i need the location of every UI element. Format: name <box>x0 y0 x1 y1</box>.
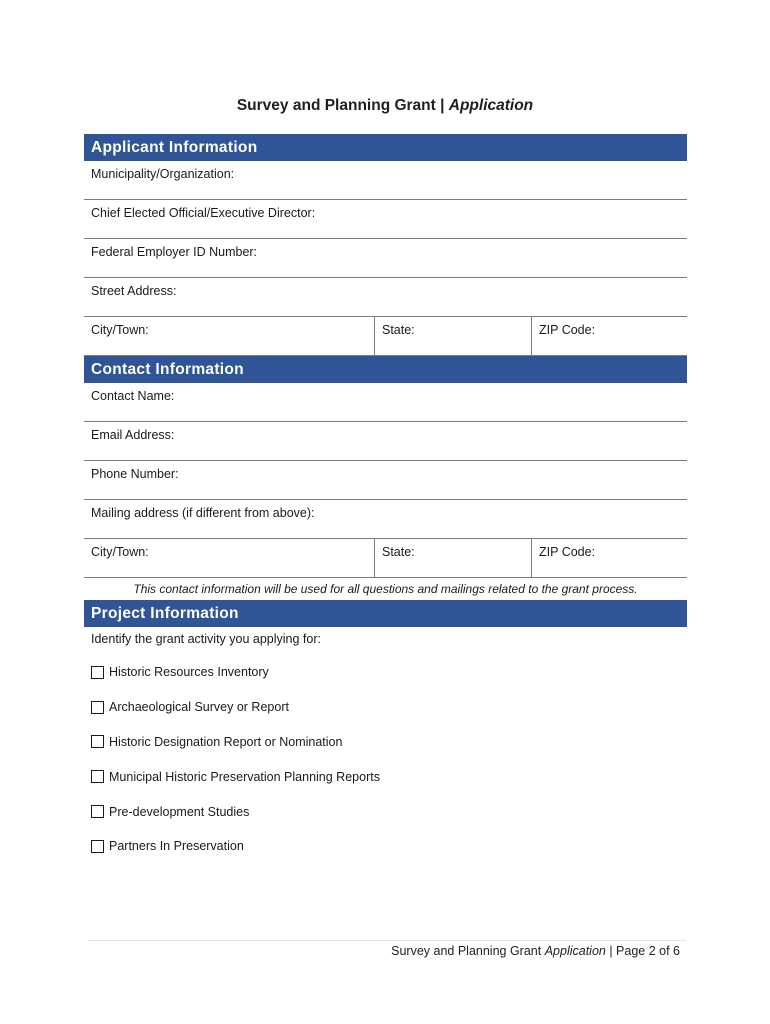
option-archaeological-survey[interactable] <box>91 690 687 725</box>
option-historic-resources-inventory[interactable] <box>91 655 687 690</box>
checkbox[interactable] <box>91 735 104 748</box>
applicant-zip-label: ZIP Code: <box>539 323 596 337</box>
applicant-section-header: Applicant Information <box>84 134 687 161</box>
project-section <box>84 600 687 864</box>
option-partners-in-preservation[interactable] <box>91 829 687 864</box>
applicant-state-label: State: <box>382 323 415 337</box>
option-label: Historic Resources Inventory <box>109 665 269 680</box>
grant-activity-checklist <box>84 655 687 864</box>
footer-title: Survey and Planning Grant <box>391 944 545 958</box>
option-label: Archaeological Survey or Report <box>109 700 289 715</box>
phone-label: Phone Number: <box>91 467 179 481</box>
email-field[interactable] <box>84 422 687 461</box>
street-address-label: Street Address: <box>91 284 177 298</box>
checkbox[interactable] <box>91 701 104 714</box>
footer-title-italic: Application <box>544 944 606 958</box>
option-label: Partners In Preservation <box>109 839 244 854</box>
option-label: Municipal Historic Preservation Planning Reports <box>109 769 380 784</box>
option-pre-development-studies[interactable] <box>91 794 687 829</box>
applicant-city-label: City/Town: <box>91 323 149 337</box>
contact-zip-field[interactable] <box>532 539 687 577</box>
contact-city-label: City/Town: <box>91 545 149 559</box>
checkbox[interactable] <box>91 666 104 679</box>
applicant-address-row <box>84 317 687 356</box>
contact-zip-label: ZIP Code: <box>539 545 596 559</box>
chief-official-field[interactable] <box>84 200 687 239</box>
checkbox[interactable] <box>91 840 104 853</box>
mailing-address-label: Mailing address (if different from above): <box>91 506 315 520</box>
footer-divider <box>88 940 686 941</box>
page-title <box>0 97 770 115</box>
checkbox[interactable] <box>91 770 104 783</box>
municipality-label: Municipality/Organization: <box>91 167 235 181</box>
option-municipal-planning-reports[interactable] <box>91 759 687 794</box>
municipality-field[interactable] <box>84 161 687 200</box>
contact-note: This contact information will be used for all questions and mailings related to the grant process. <box>133 582 638 596</box>
contact-name-label: Contact Name: <box>91 389 175 403</box>
checkbox[interactable] <box>91 805 104 818</box>
contact-section-header: Contact Information <box>84 356 687 383</box>
page-title-italic: Application <box>448 97 534 114</box>
street-address-field[interactable] <box>84 278 687 317</box>
page-title-main: Survey and Planning Grant | <box>236 97 449 114</box>
contact-state-field[interactable] <box>375 539 532 577</box>
contact-city-field[interactable] <box>84 539 375 577</box>
project-prompt: Identify the grant activity you applying for: <box>91 632 321 646</box>
option-label: Historic Designation Report or Nomination <box>109 734 343 749</box>
applicant-city-field[interactable] <box>84 317 375 355</box>
applicant-state-field[interactable] <box>375 317 532 355</box>
fein-label: Federal Employer ID Number: <box>91 245 258 259</box>
applicant-zip-field[interactable] <box>532 317 687 355</box>
option-historic-designation-report[interactable] <box>91 725 687 760</box>
email-label: Email Address: <box>91 428 175 442</box>
mailing-address-field[interactable] <box>84 500 687 539</box>
page-footer <box>391 944 680 958</box>
footer-page-number: | Page 2 of 6 <box>605 944 680 958</box>
project-section-header: Project Information <box>84 600 687 627</box>
contact-section <box>84 356 687 599</box>
applicant-section <box>84 134 687 356</box>
chief-official-label: Chief Elected Official/Executive Director: <box>91 206 316 220</box>
option-label: Pre-development Studies <box>109 804 250 819</box>
contact-address-row <box>84 539 687 578</box>
phone-field[interactable] <box>84 461 687 500</box>
contact-state-label: State: <box>382 545 415 559</box>
fein-field[interactable] <box>84 239 687 278</box>
contact-name-field[interactable] <box>84 383 687 422</box>
